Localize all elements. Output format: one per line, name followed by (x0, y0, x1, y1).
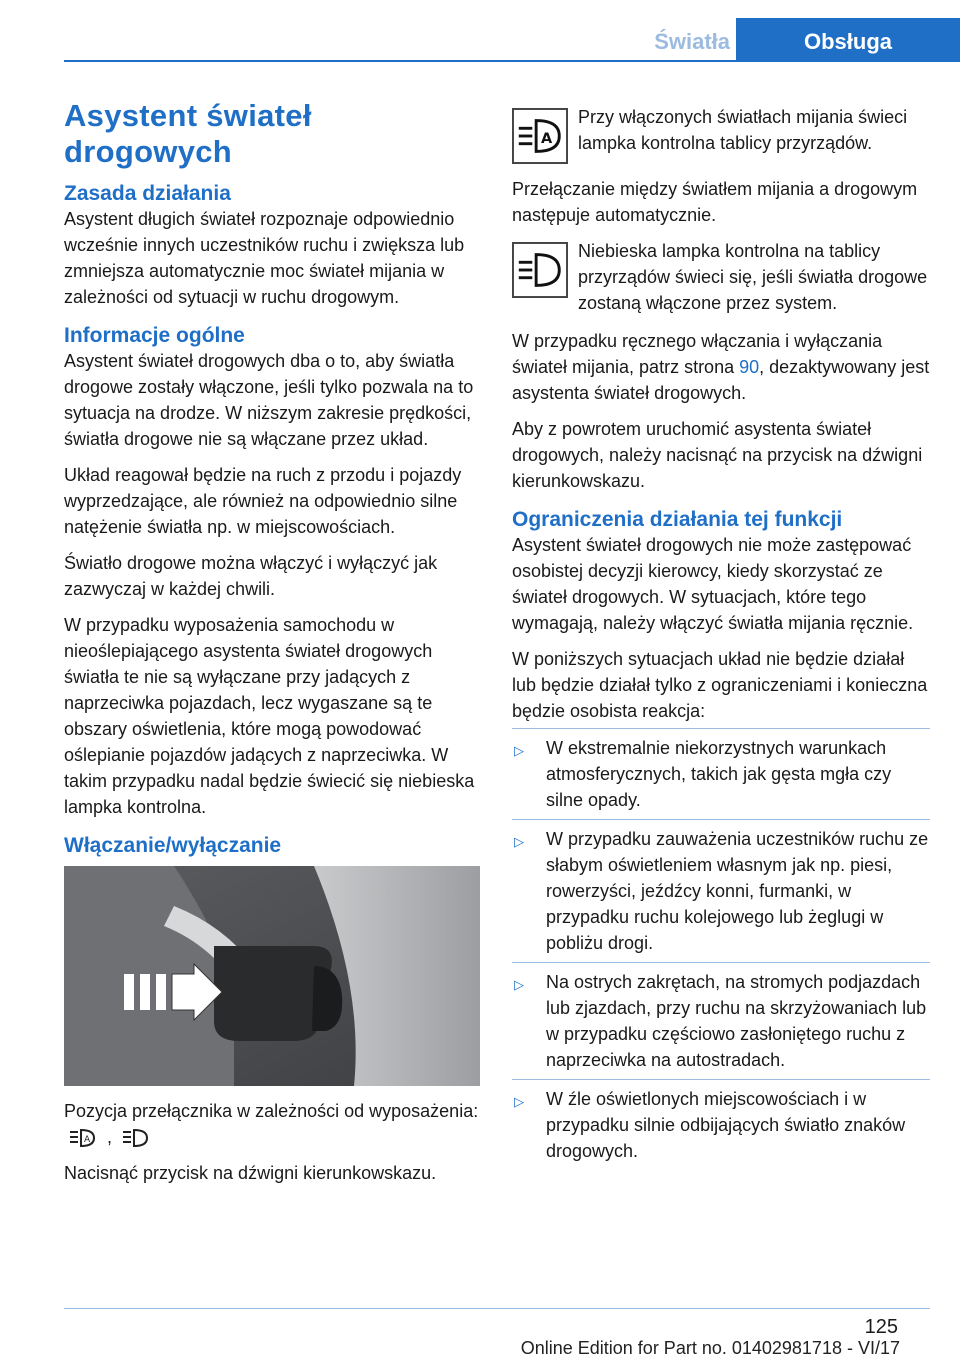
footer-divider (64, 1308, 930, 1309)
indicator-block-assist (512, 104, 930, 164)
general-paragraph-4: W przypadku wyposażenia samochodu w nieoślepiającego asystenta świateł drogowych światła te nie są wyłączane przy jadących z naprzeciwka pojazdach, lecz wygaszane są te obszary oświetlenia, które mogą powodować oślepianie pojazdów jadących z naprzeciwka. W takim przypadku nadal będzie świecić się niebieska lampka kontrolna. (64, 615, 475, 817)
press-instruction: Nacisnąć przycisk na dźwigni kierunkowskazu. (64, 1163, 437, 1184)
triangle-bullet-icon: ▷ (514, 977, 524, 992)
high-beam-assist-indicator-icon (512, 108, 568, 164)
limits-list (512, 728, 930, 1170)
svg-text:A: A (540, 130, 553, 147)
header-divider (64, 60, 960, 62)
manual-switch-pre: W przypadku ręcznego włączania i wyłączania świateł mijania, patrz strona (512, 331, 883, 377)
list-item-text: W ekstremalnie niekorzystnych warunkach atmosferycznych, takich jak gęsta mgła czy silne opady. (546, 738, 892, 810)
list-item-text: W przypadku zauważenia uczestników ruchu ze słabym oświetleniem własnym jak np. piesi, rowerzyści, jeźdźcy konni, furmanki, w przypadku ruchu kolejowego lub żeglugi w pobliżu drogi. (546, 829, 929, 953)
high-beam-indicator-icon (512, 242, 568, 298)
switch-caption (64, 1098, 482, 1150)
indicator-block-high-beam (512, 238, 930, 316)
list-item-text: W źle oświetlonych miejscowościach i w przypadku silnie odbijających światło znaków drogowych. (546, 1089, 906, 1161)
section-heading-principle: Zasada działania (64, 182, 231, 205)
triangle-bullet-icon: ▷ (514, 834, 524, 849)
indicator-high-beam-text: Niebieska lampka kontrolna na tablicy przyrządów świeci się, jeśli światła drogowe zostaną włączone przez system. (578, 241, 928, 313)
right-column (512, 104, 930, 1170)
auto-switch-text: Przełączanie między światłem mijania a drogowym następuje automatycznie. (512, 179, 918, 225)
manual-switch-post: , dezaktywowany jest asystenta świateł drogowych. (512, 357, 930, 403)
page-reference-link[interactable]: 90 (739, 357, 760, 377)
turn-signal-lever-photo (64, 866, 480, 1086)
triangle-bullet-icon: ▷ (514, 743, 524, 758)
switch-caption-separator: , (107, 1127, 113, 1147)
limits-paragraph-1: Asystent świateł drogowych nie może zastępować osobistej decyzji kierowcy, kiedy skorzystać ze świateł drogowych. W sytuacjach, które tego wymagają, należy włączyć światła mijania ręcznie. (512, 535, 914, 633)
switch-caption-text: Pozycja przełącznika w zależności od wyposażenia: (64, 1101, 479, 1121)
triangle-bullet-icon: ▷ (514, 1094, 524, 1109)
page-number: 125 (864, 1316, 898, 1338)
indicator-assist-text: Przy włączonych światłach mijania świeci lampka kontrolna tablicy przyrządów. (578, 107, 908, 153)
list-item (512, 728, 930, 819)
section-heading-switch: Włączanie/wyłączanie (64, 834, 282, 857)
manual-switch-text (512, 328, 930, 406)
general-paragraph-2: Układ reagował będzie na ruch z przodu i pojazdy wyprzedzające, ale również na odpowiednio silne natężenie światła np. w miejscowościach. (64, 465, 462, 537)
general-paragraph-1: Asystent świateł drogowych dba o to, aby światła drogowe zostały włączone, jeśli tylko pozwala na to sytuacja na drodze. W niższym zakresie prędkości, światła drogowe nie są włączane przez układ. (64, 351, 474, 449)
high-beam-assist-icon (68, 1126, 98, 1150)
svg-text:A: A (84, 1135, 91, 1146)
limits-paragraph-2: W poniższych sytuacjach układ nie będzie działał lub będzie działał tylko z ograniczeniami i konieczna będzie osobista reakcja: (512, 649, 928, 721)
principle-paragraph: Asystent długich świateł rozpoznaje odpowiednio wcześnie innych uczestników ruchu i zwiększa lub zmniejsza automatycznie moc świateł mijania w zależności od sytuacji w ruchu drogowym. (64, 209, 465, 307)
section-heading-limits: Ograniczenia działania tej funkcji (512, 508, 843, 531)
header-active-tab[interactable]: Obsługa (736, 18, 960, 62)
header-section-tab[interactable]: Światła (654, 29, 730, 54)
high-beam-icon (121, 1126, 151, 1150)
list-item (512, 819, 930, 962)
edition-note: Online Edition for Part no. 01402981718 - VI/17 (520, 1338, 900, 1358)
section-heading-general: Informacje ogólne (64, 324, 245, 347)
restart-text: Aby z powrotem uruchomić asystenta świateł drogowych, należy nacisnąć na przycisk na dźwigni kierunkowskazu. (512, 419, 923, 491)
left-column (64, 98, 482, 1196)
list-item-text: Na ostrych zakrętach, na stromych podjazdach lub zjazdach, przy ruchu na skrzyżowaniach lub w przypadku częściowo zasłoniętego ruchu z naprzeciwka na autostradach. (546, 972, 927, 1070)
list-item (512, 1079, 930, 1170)
list-item (512, 962, 930, 1079)
page-title: Asystent świateł drogowych (64, 98, 312, 169)
general-paragraph-3: Światło drogowe można włączyć i wyłączyć jak zazwyczaj w każdej chwili. (64, 553, 438, 599)
